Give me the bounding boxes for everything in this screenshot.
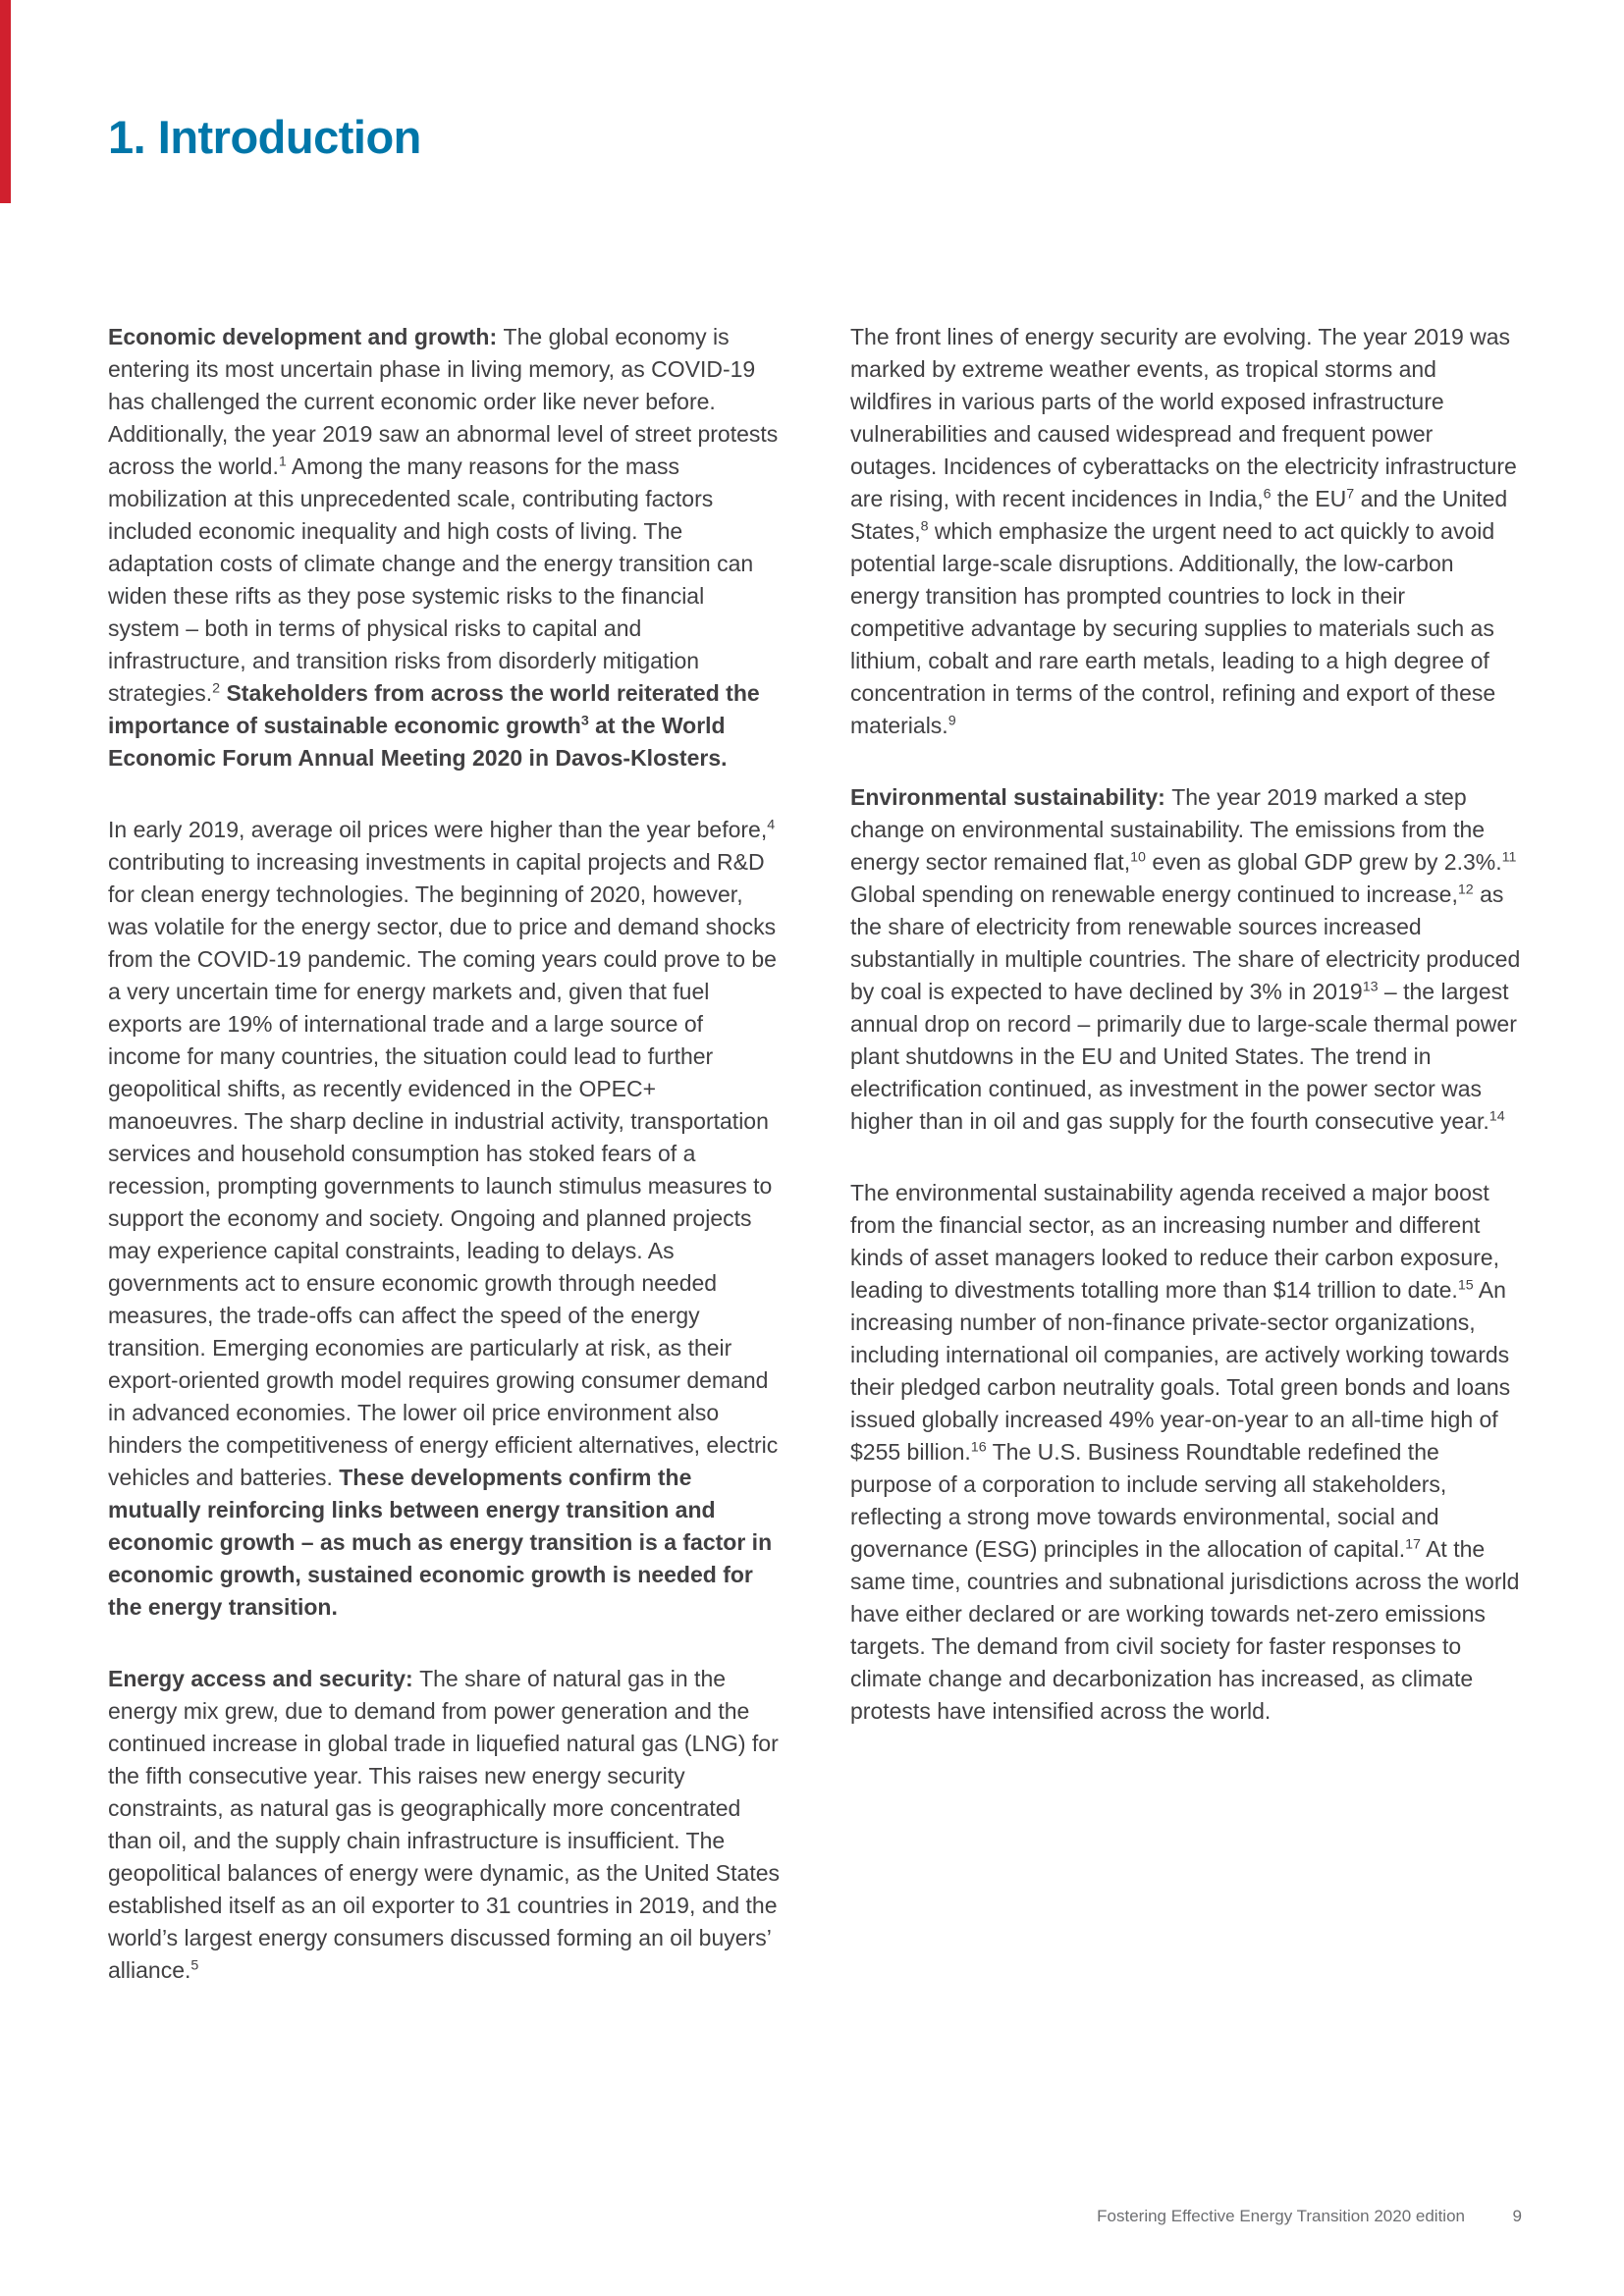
paragraph-sustainability-agenda: The environmental sustainability agenda received a major boost from the financial sector, as an increasing number and different kinds of asset managers looked to reduce their carbon exposure, leading to divestments totalling more than $14 trillion to date.$^{15}$ An increasing number of non-finance private-sector organizations, including international oil companies, are actively working towards their pledged carbon neutrality goals. Total green bonds and loans issued globally increased 49% year-on-year to an all-time high of $255 billion.$^{16}$ The U.S. Business Roundtable redefined the purpose of a corporation to include serving all stakeholders, reflecting a strong move towards environmental, social and governance (ESG) principles in the allocation of capital.$^{17}$ At the same time, countries and subnational jurisdictions across the world have either declared or are working towards net-zero emissions targets. The demand from civil society for faster responses to climate change and decarbonization has increased, as climate protests have intensified across the world. [850, 1180, 1520, 1724]
paragraph-economic-development: Economic development and growth: The global economy is entering its most uncertain phase in living memory, as COVID-19 has challenged the current economic order like never before. Additionally, the year 2019 saw an abnormal level of street protests across the world.$^1$ Among the many reasons for the mass mobilization at this unprecedented scale, contributing factors included economic inequality and high costs of living. The adaptation costs of climate change and the energy transition can widen these rifts as they pose systemic risks to the financial system – both in terms of physical risks to capital and infrastructure, and transition risks from disorderly mitigation strategies.$^2$ Stakeholders from across the world reiterated the importance of sustainable economic growth$^3$ at the World Economic Forum Annual Meeting 2020 in Davos-Klosters. [108, 324, 779, 771]
paragraph-oil-prices: In early 2019, average oil prices were higher than the year before,$^4$ contributing to increasing investments in capital projects and R&D for clean energy technologies. The beginning of 2020, however, was volatile for the energy sector, due to price and demand shocks from the COVID-19 pandemic. The coming years could prove to be a very uncertain time for energy markets and, given that fuel exports are 19% of international trade and a large source of income for many countries, the situation could lead to further geopolitical shifts, as recently evidenced in the OPEC+ manoeuvres. The sharp decline in industrial activity, transportation services and household consumption has stoked fears of a recession, prompting governments to launch stimulus measures to support the economy and society. Ongoing and planned projects may experience capital constraints, leading to delays. As governments act to ensure economic growth through needed measures, the trade-offs can affect the speed of the energy transition. Emerging economies are particularly at risk, as their export-oriented growth model requires growing consumer demand in advanced economies. The lower oil price environment also hinders the competitiveness of energy efficient alternatives, electric vehicles and batteries. These developments confirm the mutually reinforcing links between energy transition and economic growth – as much as energy transition is a factor in economic growth, sustained economic growth is needed for the energy transition. [108, 817, 779, 1620]
left-column [108, 321, 780, 2026]
body-columns [108, 321, 1522, 2026]
paragraph-energy-security-frontlines: The front lines of energy security are evolving. The year 2019 was marked by extreme weather events, as tropical storms and wildfires in various parts of the world exposed infrastructure vulnerabilities and caused widespread and frequent power outages. Incidences of cyberattacks on the electricity infrastructure are rising, with recent incidences in India,$^6$ the $EU^7$ and the United States,$^8$ which emphasize the urgent need to act quickly to avoid potential large-scale disruptions. Additionally, the low-carbon energy transition has prompted countries to lock in their competitive advantage by securing supplies to materials such as lithium, cobalt and rare earth metals, leading to a high degree of concentration in terms of the control, refining and export of these materials.$^9$ [850, 324, 1517, 738]
right-column [850, 321, 1522, 2026]
page-number: 9 [1512, 2207, 1522, 2225]
paragraph-environmental-sustainability: Environmental sustainability: The year 2019 marked a step change on environmental sustainability. The emissions from the energy sector remained flat,$^{10}$ even as global GDP grew by 2.3%.$^{11}$ Global spending on renewable energy continued to increase,$^{12}$ as the share of electricity from renewable sources increased substantially in multiple countries. The share of electricity produced by coal is expected to have declined by 3% in 2019$^{13}$ – the largest annual drop on record – primarily due to large-scale thermal power plant shutdowns in the EU and United States. The trend in electrification continued, as investment in the power sector was higher than in oil and gas supply for the fourth consecutive year.$^{14}$ [850, 784, 1521, 1134]
section-title: 1. Introduction [108, 111, 421, 163]
footer-report-title: Fostering Effective Energy Transition 2020 edition [1097, 2207, 1465, 2225]
page-footer [108, 2207, 1522, 2226]
paragraph-energy-access: Energy access and security: The share of natural gas in the energy mix grew, due to demand from power generation and the continued increase in global trade in liquefied natural gas (LNG) for the fifth consecutive year. This raises new energy security constraints, as natural gas is geographically more concentrated than oil, and the supply chain infrastructure is insufficient. The geopolitical balances of energy were dynamic, as the United States established itself as an oil exporter to 31 countries in 2019, and the world’s largest energy consumers discussed forming an oil buyers’ alliance.$^5$ [108, 1666, 781, 1983]
accent-bar [0, 0, 11, 203]
